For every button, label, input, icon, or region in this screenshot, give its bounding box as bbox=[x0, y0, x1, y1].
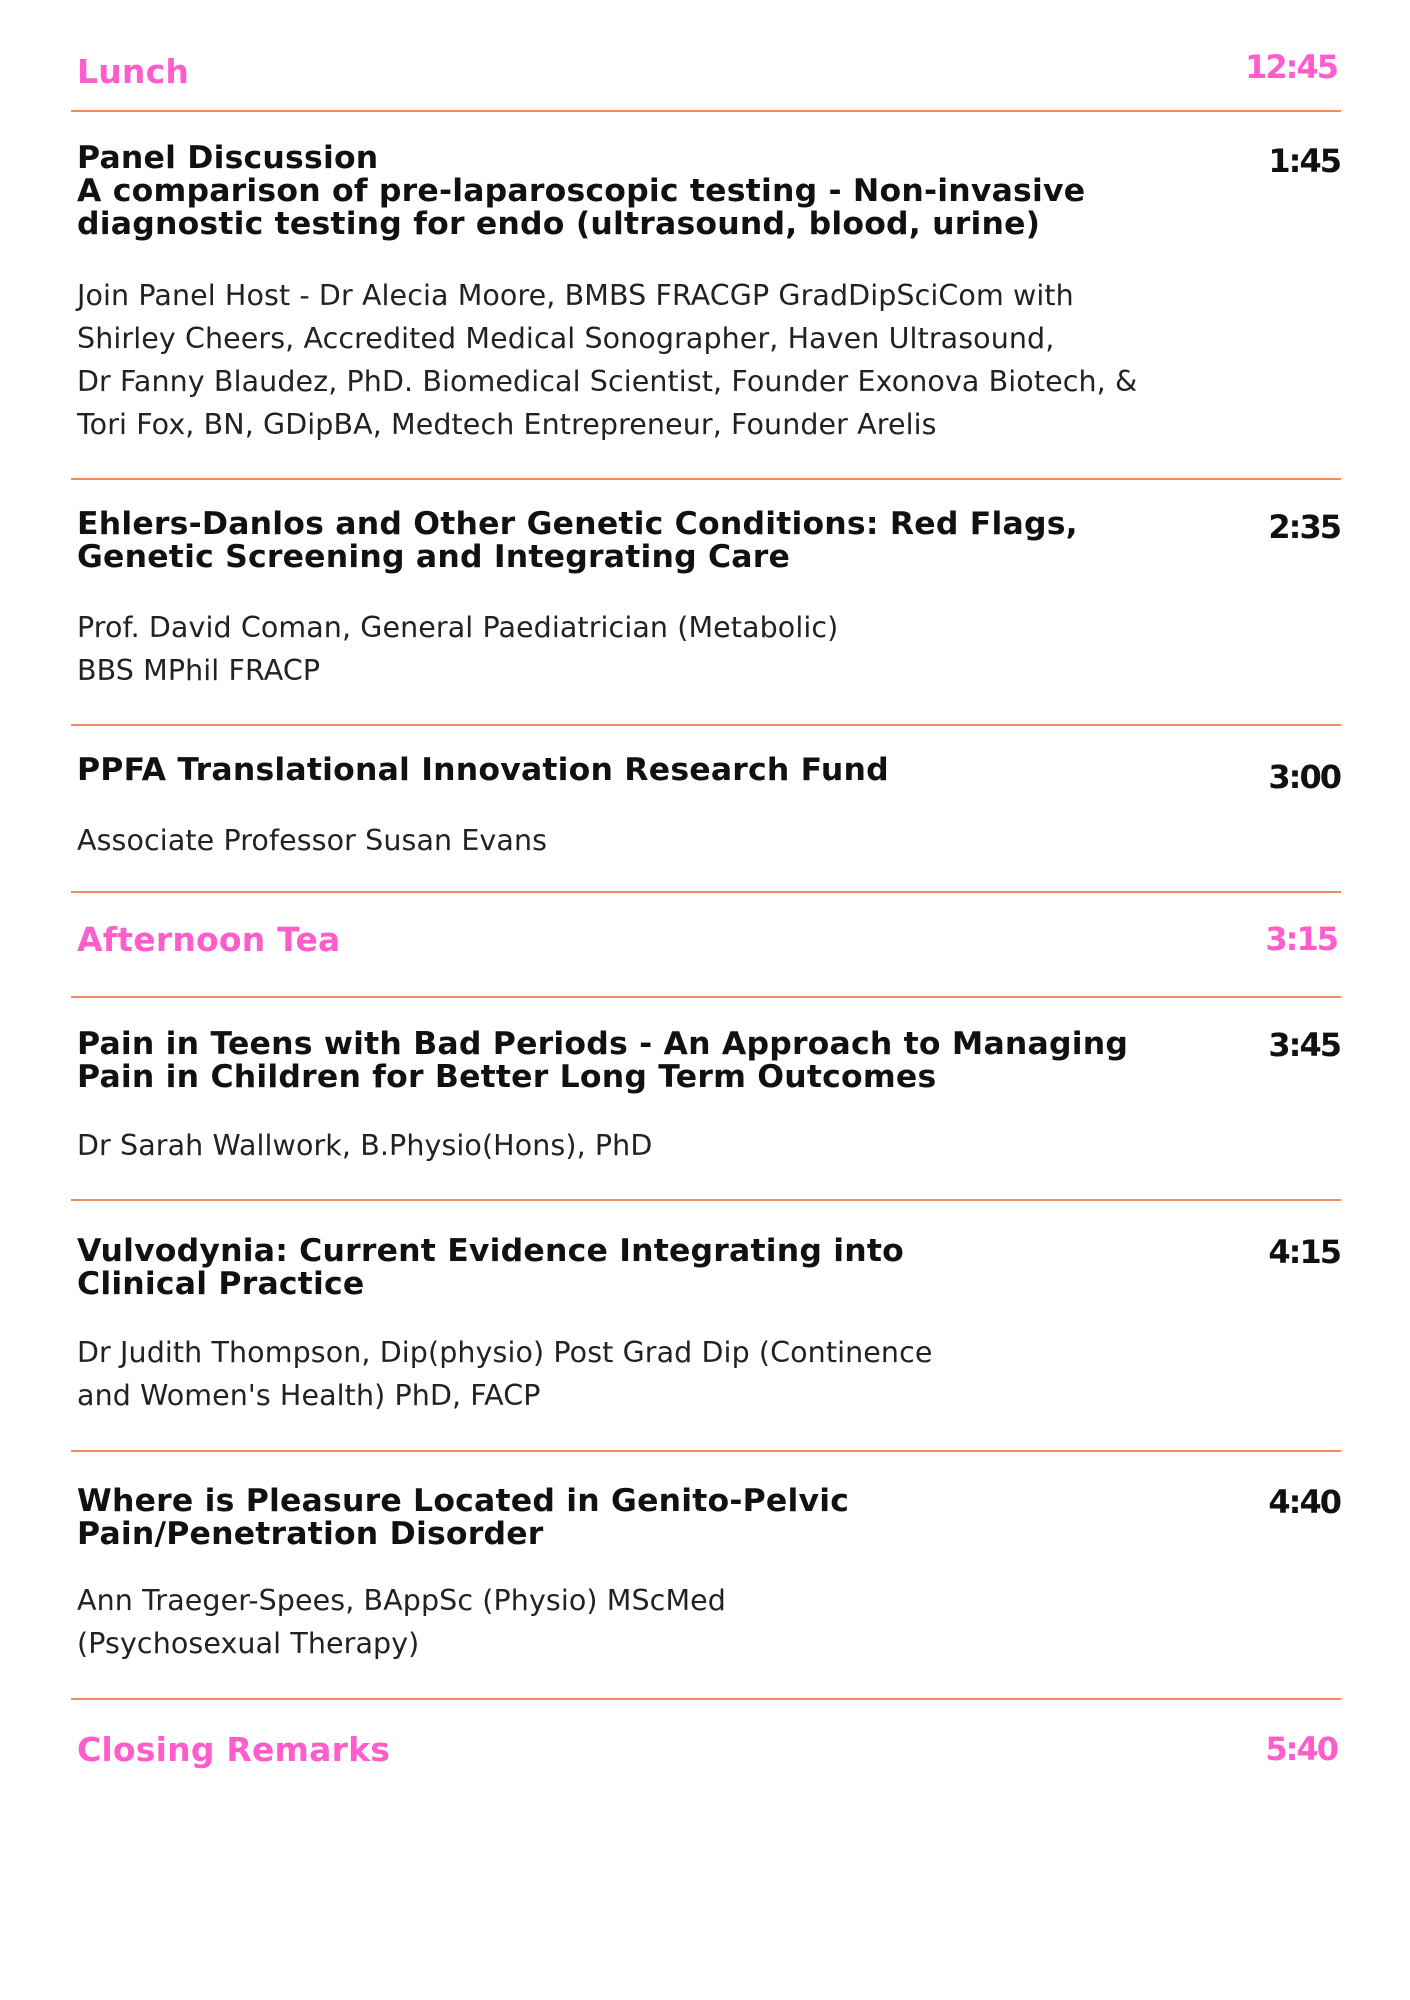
break-title-lunch: Lunch bbox=[77, 52, 190, 91]
break-time-afternoon-tea: 3:15 bbox=[1265, 920, 1337, 958]
session-time-vulvodynia: 4:15 bbox=[1268, 1233, 1340, 1271]
session-speakers-ehlers-danlos: Prof. David Coman, General Paediatrician (Metabolic) BBS MPhil FRACP bbox=[77, 611, 839, 687]
divider-line bbox=[71, 478, 1341, 480]
divider-line bbox=[71, 724, 1341, 726]
session-speakers-ppfa-fund: Associate Professor Susan Evans bbox=[77, 824, 548, 857]
session-speakers-pain-in-teens: Dr Sarah Wallwork, B.Physio(Hons), PhD bbox=[77, 1129, 653, 1162]
session-time-panel-discussion: 1:45 bbox=[1268, 142, 1340, 180]
session-speakers-panel-discussion: Join Panel Host - Dr Alecia Moore, BMBS FRACGP GradDipSciCom with Shirley Cheers, Accredited Medical Sonographer, Haven Ultrasound, Dr Fanny Blaudez, PhD. Biomedical Scientist, Founder Exonova Biotech, & Tori Fox, BN, GDipBA, Medtech Entrepreneur, Founder Arelis bbox=[77, 279, 1138, 441]
divider-line bbox=[71, 1698, 1341, 1700]
session-title-vulvodynia: Vulvodynia: Current Evidence Integrating into Clinical Practice bbox=[77, 1233, 905, 1302]
break-time-closing-remarks: 5:40 bbox=[1265, 1730, 1337, 1768]
divider-line bbox=[71, 1199, 1341, 1201]
session-time-pain-in-teens: 3:45 bbox=[1268, 1026, 1340, 1064]
divider-line bbox=[71, 1450, 1341, 1452]
session-title-pleasure-located: Where is Pleasure Located in Genito-Pelvic Pain/Penetration Disorder bbox=[77, 1483, 850, 1552]
session-title-ehlers-danlos: Ehlers-Danlos and Other Genetic Conditions: Red Flags, Genetic Screening and Integrating Care bbox=[77, 506, 1078, 575]
session-time-pleasure-located: 4:40 bbox=[1268, 1483, 1340, 1521]
divider-line bbox=[71, 996, 1341, 998]
session-speakers-pleasure-located: Ann Traeger-Spees, BAppSc (Physio) MScMed (Psychosexual Therapy) bbox=[77, 1584, 726, 1660]
divider-line bbox=[71, 891, 1341, 893]
session-title-ppfa-fund: PPFA Translational Innovation Research Fund bbox=[77, 752, 889, 788]
session-title-pain-in-teens: Pain in Teens with Bad Periods - An Approach to Managing Pain in Children for Better Long Term Outcomes bbox=[77, 1026, 1129, 1095]
session-time-ppfa-fund: 3:00 bbox=[1268, 758, 1340, 796]
session-time-ehlers-danlos: 2:35 bbox=[1268, 508, 1340, 546]
break-title-closing-remarks: Closing Remarks bbox=[77, 1730, 391, 1769]
session-title-panel-discussion: Panel Discussion A comparison of pre-laparoscopic testing - Non-invasive diagnostic testing for endo (ultrasound, blood, urine) bbox=[77, 140, 1086, 242]
break-title-afternoon-tea: Afternoon Tea bbox=[77, 920, 341, 959]
divider-line bbox=[71, 110, 1341, 112]
session-speakers-vulvodynia: Dr Judith Thompson, Dip(physio) Post Grad Dip (Continence and Women's Health) PhD, FACP bbox=[77, 1336, 933, 1412]
break-time-lunch: 12:45 bbox=[1245, 48, 1337, 86]
